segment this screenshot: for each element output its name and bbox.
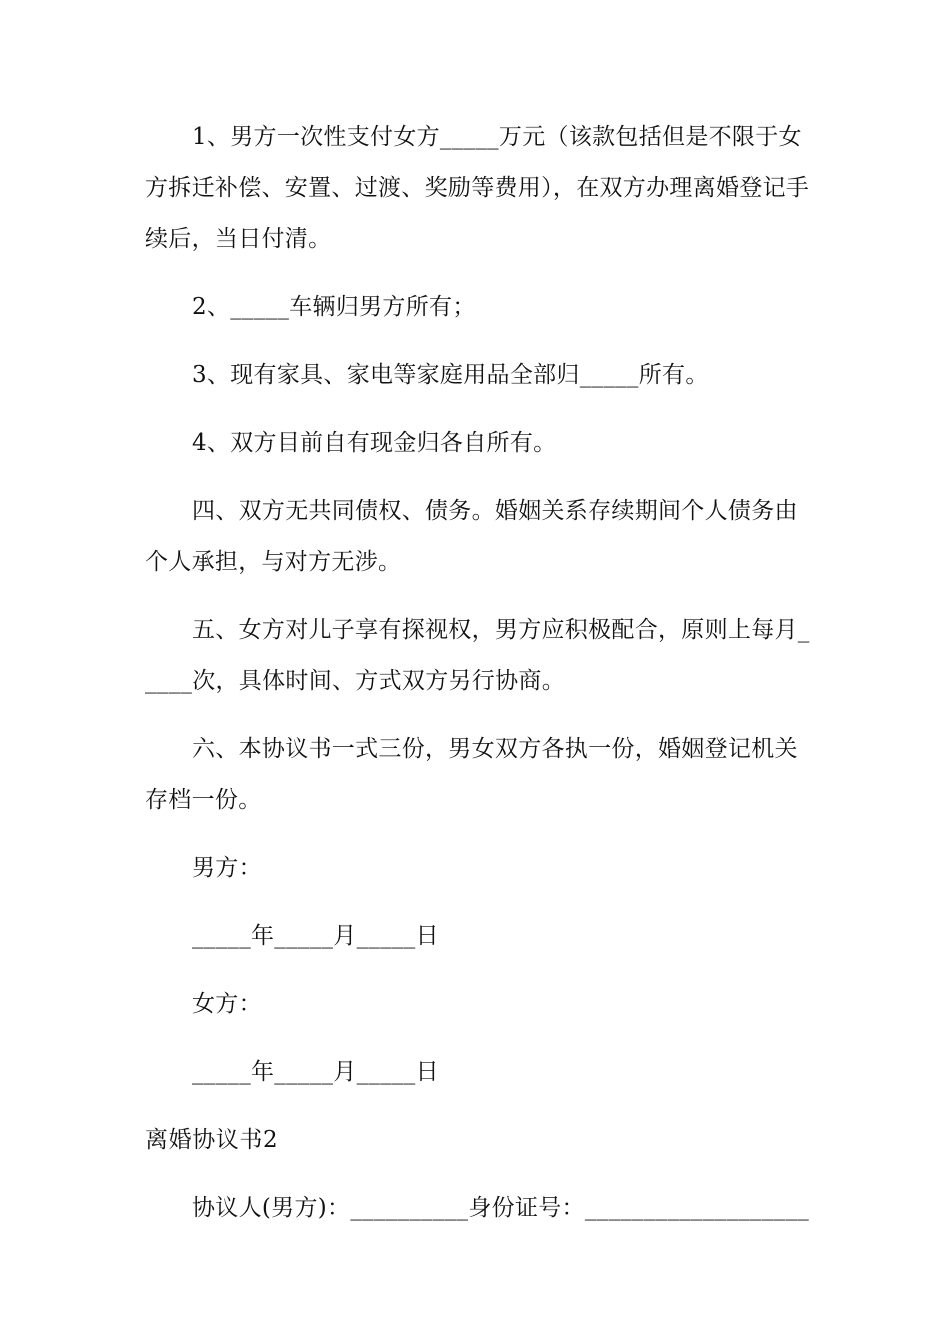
signature-male-date: _____年_____月_____日 — [192, 923, 439, 949]
clause-furniture: 3、现有家具、家电等家庭用品全部归_____所有。 — [192, 362, 709, 388]
signature-female-date: _____年_____月_____日 — [192, 1059, 439, 1085]
clause-vehicle: 2、_____车辆归男方所有； — [192, 294, 476, 320]
document-body — [145, 112, 810, 1251]
clause-lump-sum-payment: 1、男方一次性支付女方_____万元（该款包括但是不限于女方拆迁补偿、安置、过渡、奖励等费用），在双方办理离婚登记手续后，当日付清。 — [145, 124, 810, 252]
party-male-info-line: 协议人(男方)：__________身份证号：___________________ — [192, 1195, 810, 1221]
clause-cash: 4、双方目前自有现金归各自所有。 — [192, 430, 557, 456]
signature-female-label: 女方： — [192, 991, 262, 1017]
signature-male-label: 男方： — [192, 855, 262, 881]
section-heading: 离婚协议书2 — [145, 1127, 279, 1153]
clause-copies: 六、本协议书一式三份，男女双方各执一份，婚姻登记机关存档一份。 — [145, 736, 798, 813]
clause-visitation: 五、女方对儿子享有探视权，男方应积极配合，原则上每月_____次，具体时间、方式双方另行协商。 — [145, 617, 810, 694]
clause-debts: 四、双方无共同债权、债务。婚姻关系存续期间个人债务由个人承担，与对方无涉。 — [145, 498, 798, 575]
